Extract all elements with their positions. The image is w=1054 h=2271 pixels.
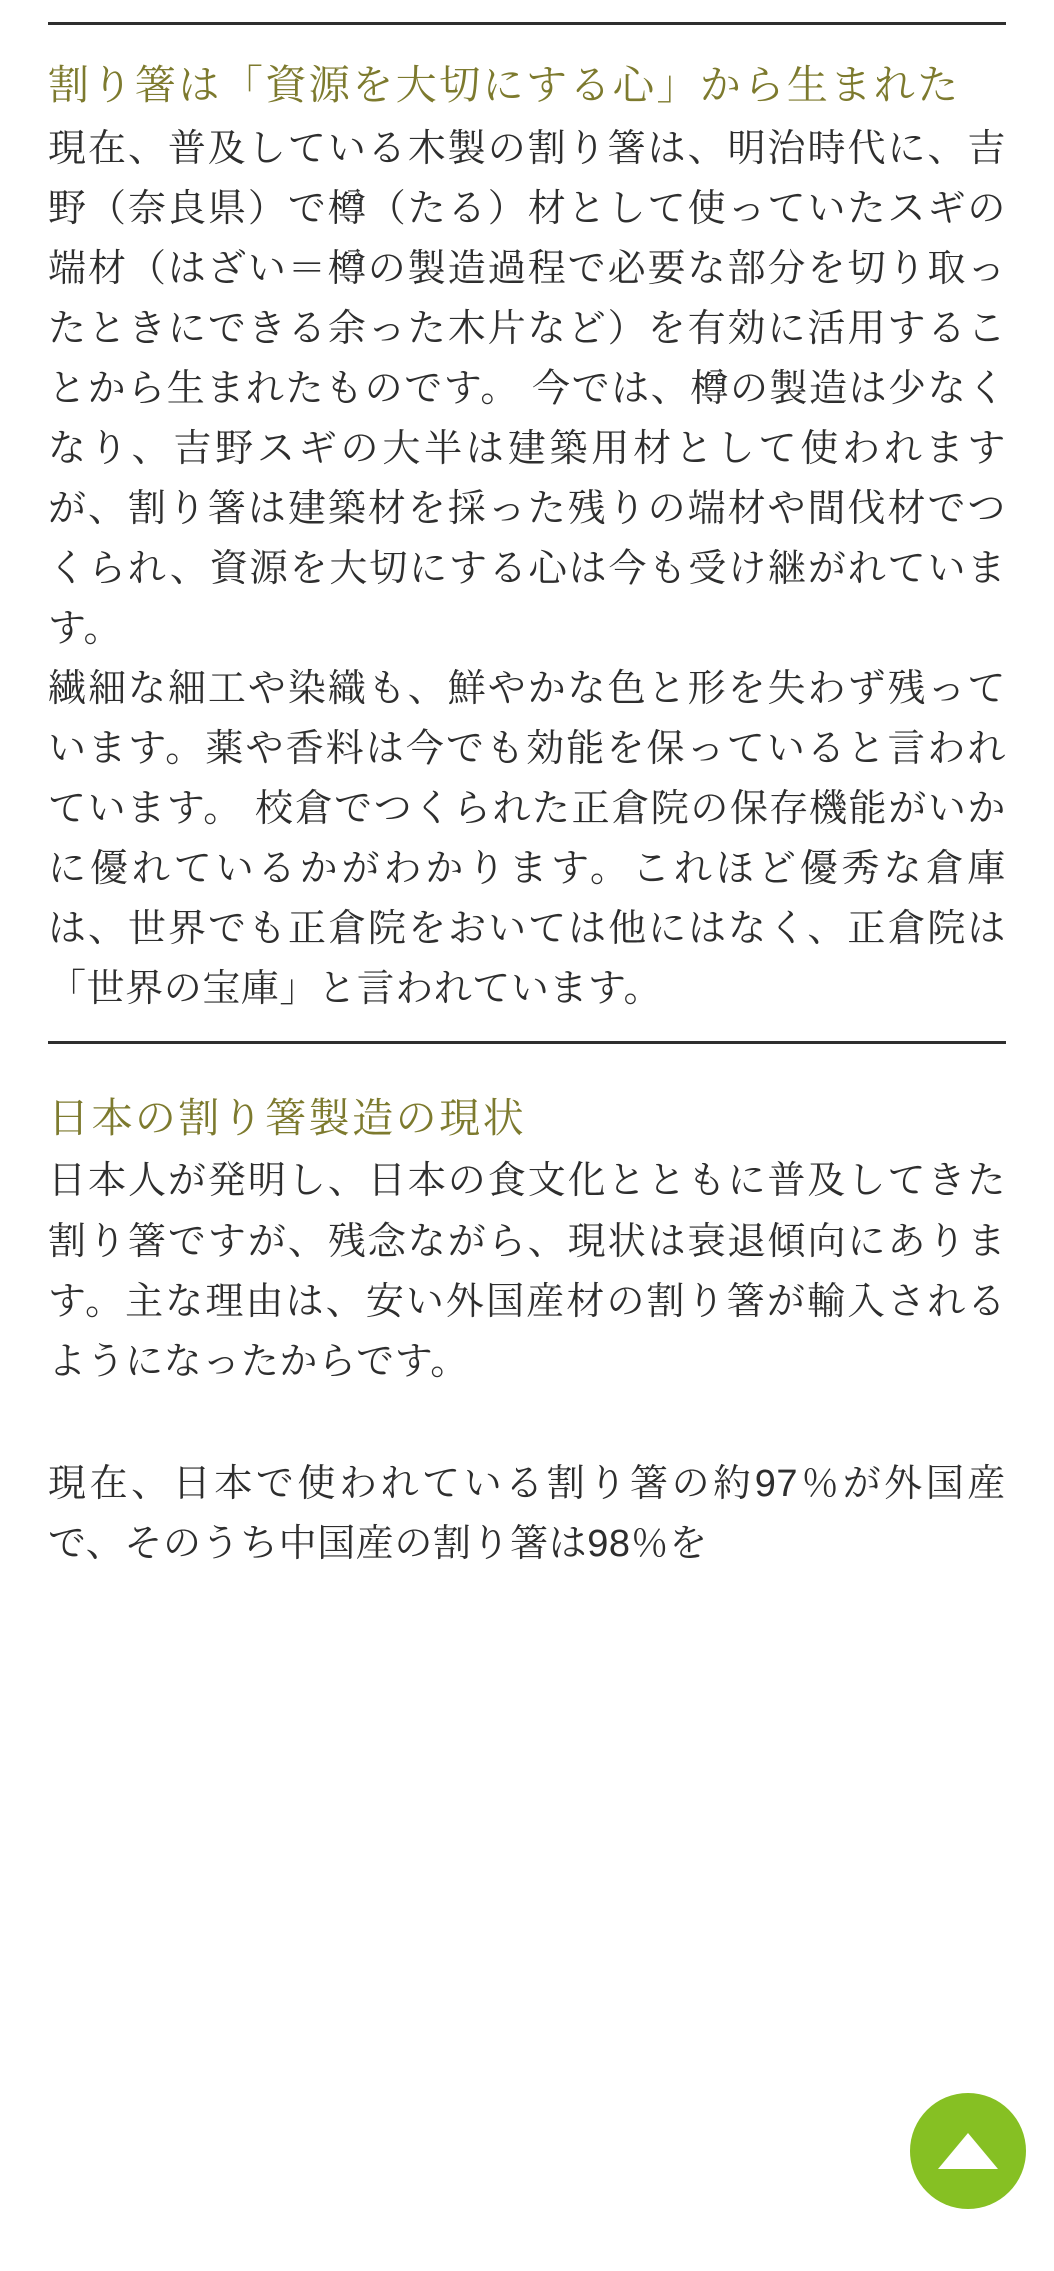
section-heading-1: 割り箸は「資源を大切にする心」から生まれた <box>48 62 961 108</box>
article-section-1 <box>48 55 1006 1019</box>
section-paragraph-2-1: 日本人が発明し、日本の食文化とともに普及してきた割り箸ですが、残念ながら、現状は衰退傾向にあります。主な理由は、安い外国産材の割り箸が輸入されるようになったからです。 <box>48 1160 1006 1383</box>
article-section-2 <box>48 1088 1006 1574</box>
divider-top <box>48 22 1006 25</box>
divider-middle <box>48 1041 1006 1044</box>
article-page <box>0 22 1054 2271</box>
section-paragraph-2-2: 現在、日本で使われている割り箸の約97％が外国産で、そのうち中国産の割り箸は98％を <box>48 1462 1006 1565</box>
section-paragraph-1-2: 繊細な細工や染織も、鮮やかな色と形を失わず残っています。薬や香料は今でも効能を保っていると言われています。 校倉でつくられた正倉院の保存機能がいかに優れているかがわかります。これほど優秀な倉庫は、世界でも正倉院をおいては他にはなく、正倉院は「世界の宝庫」と言われています。 <box>48 667 1006 1010</box>
paragraph-spacer <box>48 1392 1006 1454</box>
section-heading-2: 日本の割り箸製造の現状 <box>48 1094 527 1141</box>
scroll-to-top-button[interactable] <box>910 2093 1026 2209</box>
section-paragraph-1-1: 現在、普及している木製の割り箸は、明治時代に、吉野（奈良県）で樽（たる）材として使っていたスギの端材（はざい＝樽の製造過程で必要な部分を切り取ったときにできる余った木片など）を有効に活用することから生まれたものです。 今では、樽の製造は少なくなり、吉野スギの大半は建築用材として使われますが、割り箸は建築材を採った残りの端材や間伐材でつくられ、資源を大切にする心は今も受け継がれています。 <box>48 127 1006 650</box>
triangle-up-icon <box>938 2133 998 2169</box>
